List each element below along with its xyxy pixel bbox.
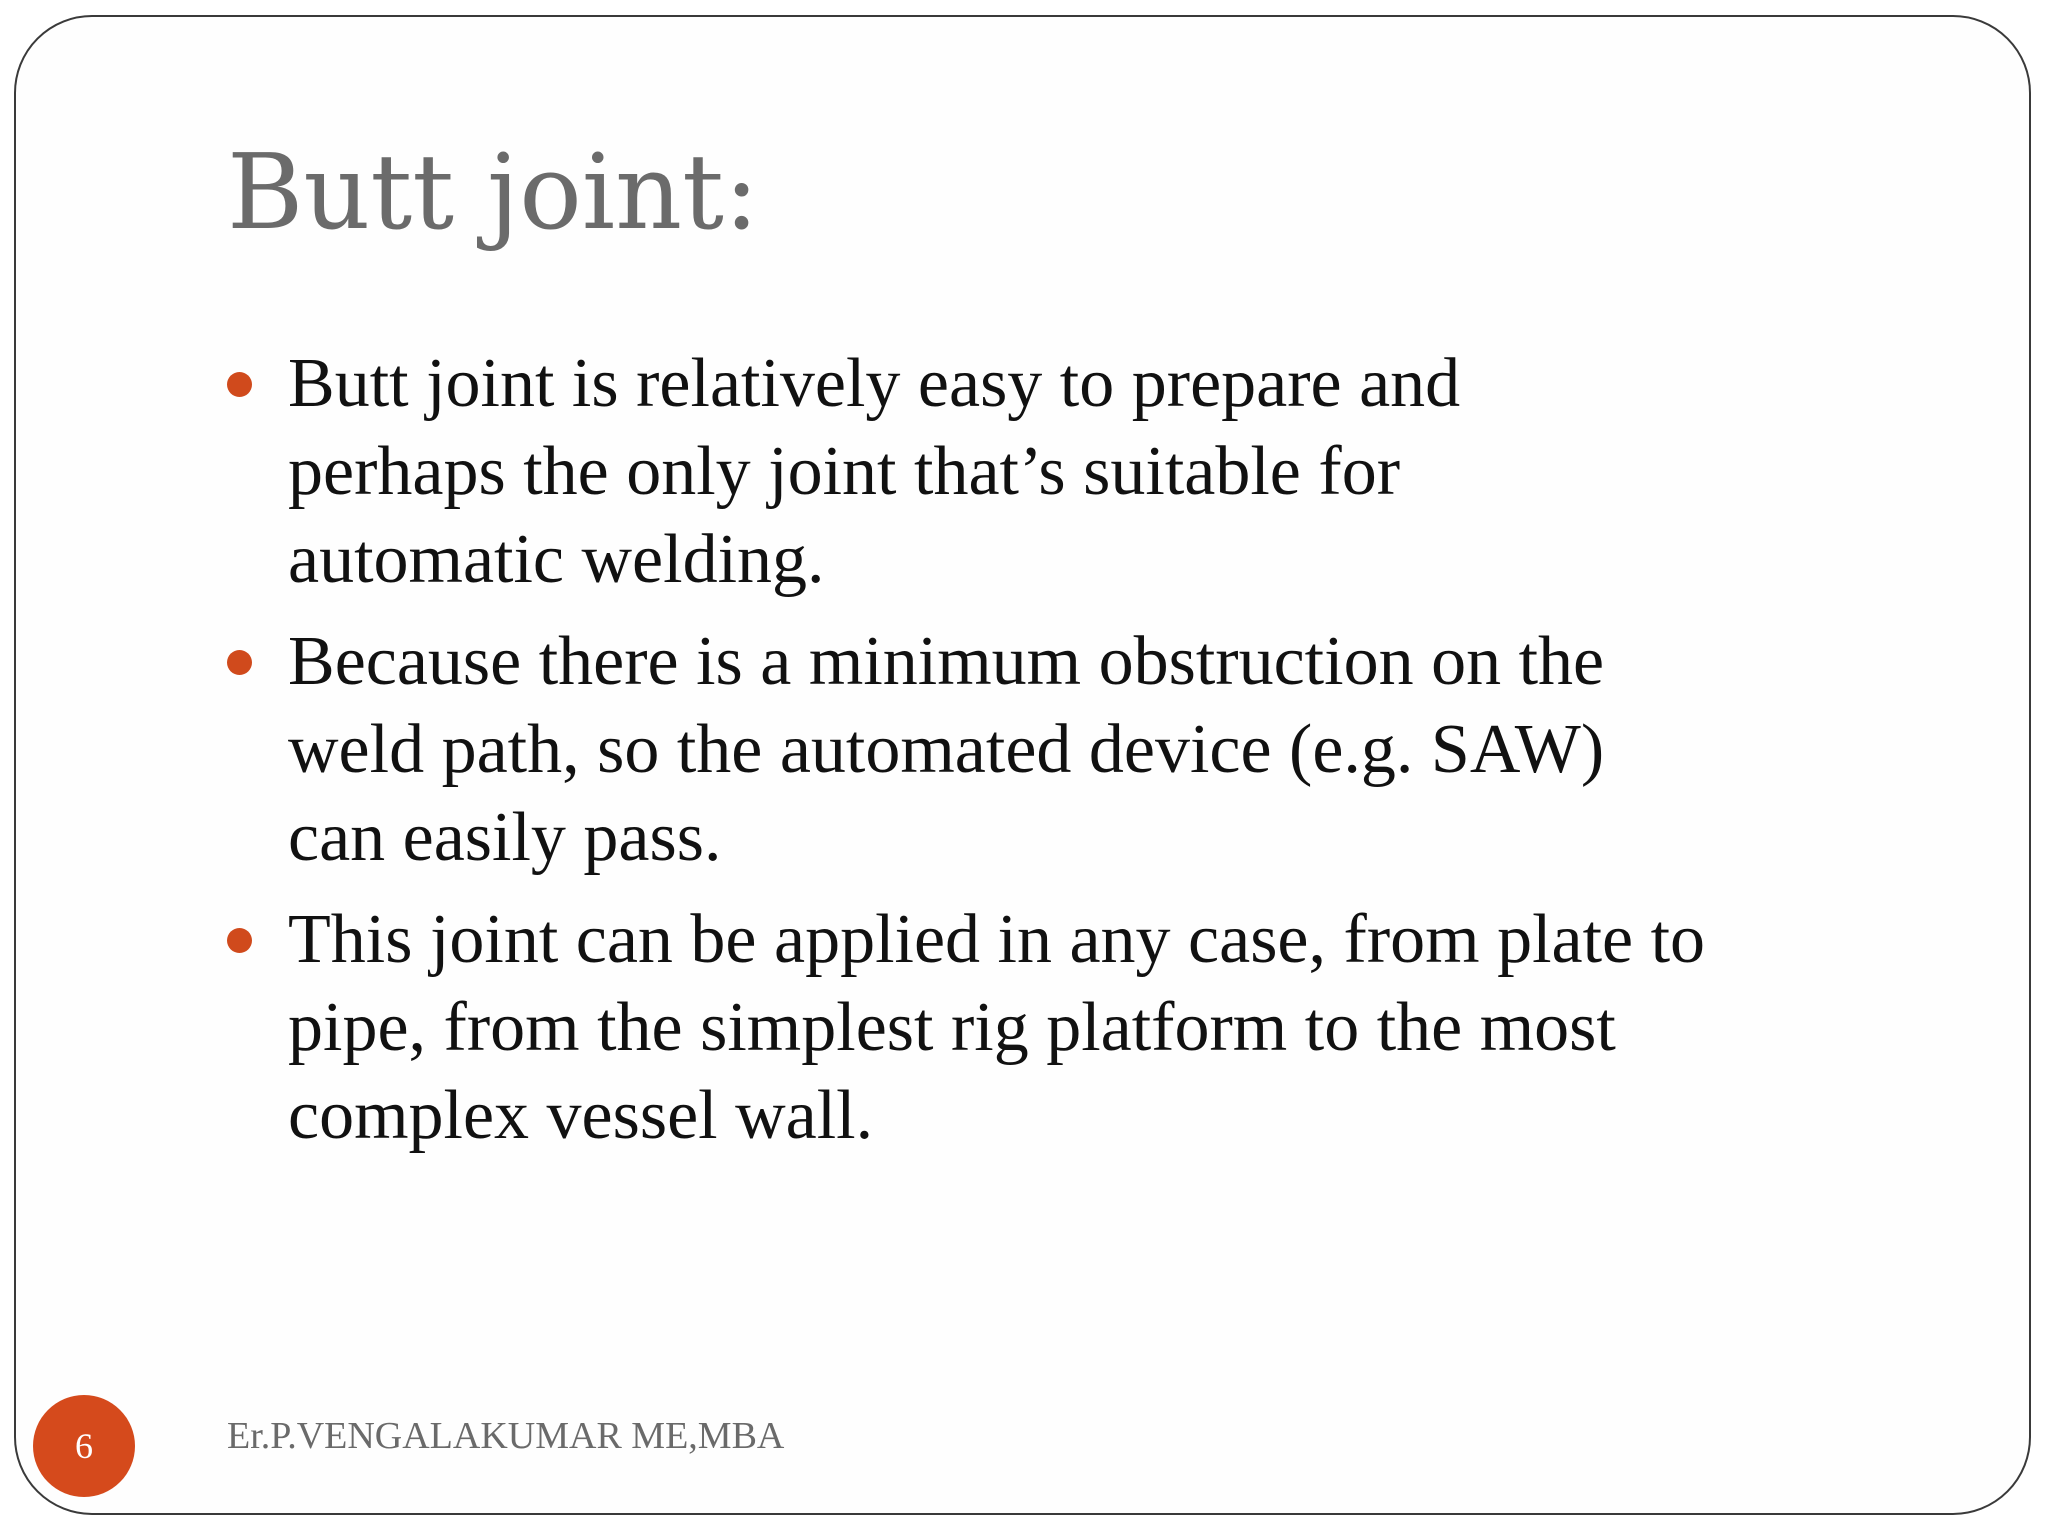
bullet-list [225, 340, 1965, 1174]
footer-author: Er.P.VENGALAKUMAR ME,MBA [227, 1415, 785, 1457]
bullet-item-3 [225, 896, 1965, 1160]
bullet-line: This joint can be applied in any case, from plate to [288, 901, 1706, 978]
bullet-line: automatic welding. [288, 521, 825, 598]
bullet-line: complex vessel wall. [288, 1077, 874, 1154]
bullet-line: Because there is a minimum obstruction on the [288, 623, 1605, 700]
page-number-badge: 6 [33, 1395, 135, 1497]
bullet-dot-icon [227, 650, 252, 675]
bullet-item-2 [225, 618, 1965, 882]
bullet-line: perhaps the only joint that’s suitable for [288, 433, 1401, 510]
slide-title: Butt joint: [227, 131, 759, 253]
bullet-dot-icon [227, 372, 252, 397]
bullet-line: pipe, from the simplest rig platform to the most [288, 989, 1616, 1066]
bullet-line: Butt joint is relatively easy to prepare and [288, 345, 1461, 422]
bullet-dot-icon [227, 928, 252, 953]
bullet-item-1 [225, 340, 1965, 604]
bullet-line: weld path, so the automated device (e.g. SAW) [288, 711, 1605, 788]
bullet-line: can easily pass. [288, 799, 722, 876]
